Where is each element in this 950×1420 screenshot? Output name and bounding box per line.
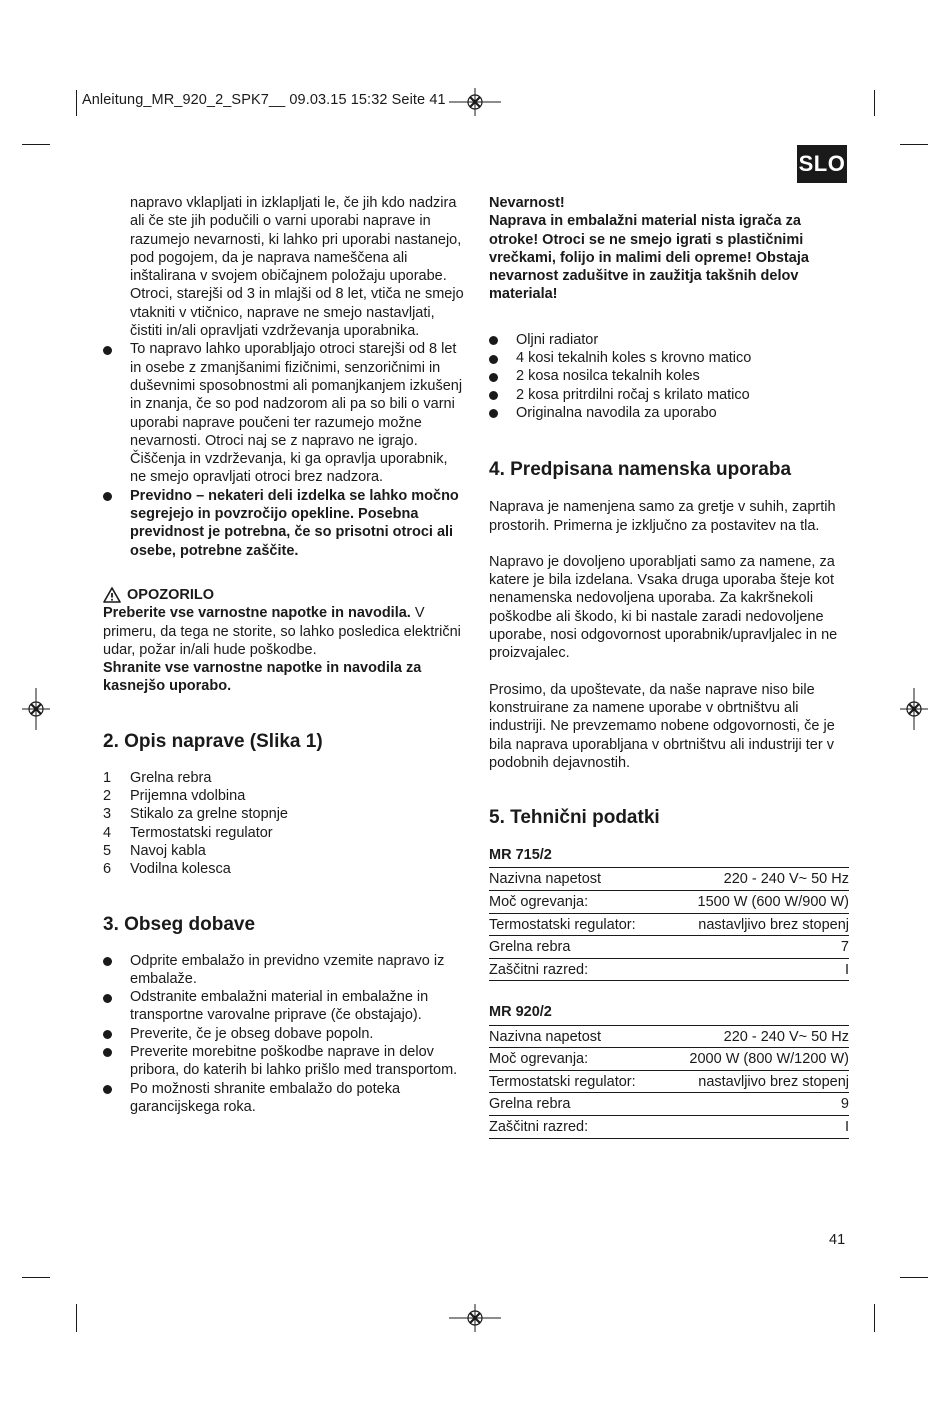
list-item: 2 kosa nosilca tekalnih koles [489, 367, 849, 385]
table-row [489, 936, 849, 959]
spec-label: Zaščitni razred: [489, 958, 666, 981]
registration-mark-icon [22, 688, 50, 730]
list-item: Originalna navodila za uporabo [489, 404, 849, 422]
item-number: 3 [103, 806, 112, 823]
spec-table [489, 867, 849, 981]
spec-label: Moč ogrevanja: [489, 891, 666, 914]
spec-value: 220 - 240 V~ 50 Hz [661, 1025, 849, 1048]
list-item [103, 787, 465, 805]
crop-mark [22, 144, 50, 145]
list-item: Oljni radiator [489, 331, 849, 349]
item-label: Grelna rebra [130, 769, 212, 786]
crop-mark [900, 144, 928, 145]
crop-mark [76, 90, 77, 116]
spec-value: 1500 W (600 W/900 W) [666, 891, 849, 914]
spec-label: Moč ogrevanja: [489, 1048, 661, 1071]
table-row [489, 891, 849, 914]
spec-value: 9 [661, 1093, 849, 1116]
list-item [103, 842, 465, 860]
right-column [489, 194, 849, 1139]
item-number: 2 [103, 788, 112, 805]
registration-mark-icon [900, 688, 928, 730]
item-number: 5 [103, 842, 112, 859]
spec-table [489, 1025, 849, 1139]
model-name: MR 715/2 [489, 847, 552, 864]
table-row [489, 913, 849, 936]
section-heading: 3. Obseg dobave [103, 913, 256, 935]
item-number: 6 [103, 861, 112, 878]
warning-bold-1: Preberite vse varnostne napotke in navodila. [103, 605, 411, 622]
list-item: 4 kosi tekalnih koles s krovno matico [489, 349, 849, 367]
list-item [103, 769, 465, 787]
item-number: 1 [103, 769, 112, 786]
list-item: To napravo lahko uporabljajo otroci starejši od 8 let in osebe z zmanjšanimi fizičnimi, senzoričnimi in duševnimi sposobnostmi ali pomanjkanjem izkušenj in znanja, če so pod nadzorom ali pa so bili o varni uporabi naprave poučeni ter razumejo možne nevarnosti. Otroci naj se z napravo ne igrajo. Čiščenja in vzdrževanja, ki ga opravlja uporabnik, ne smejo opravljati otroci brez nadzora. [103, 340, 465, 486]
table-row [489, 1070, 849, 1093]
supply-steps [103, 952, 465, 1117]
crop-mark [76, 1304, 77, 1332]
section-heading: 2. Opis naprave (Slika 1) [103, 730, 323, 752]
spec-value: 7 [666, 936, 849, 959]
spec-label: Zaščitni razred: [489, 1116, 661, 1139]
table-row [489, 1048, 849, 1071]
spec-label: Termostatski regulator: [489, 1070, 661, 1093]
list-item [103, 824, 465, 842]
table-row [489, 868, 849, 891]
warning-bold-2: Shranite vse varnostne napotke in navodila za kasnejšo uporabo. [103, 660, 422, 695]
spec-value: nastavljivo brez stopenj [666, 913, 849, 936]
warning-title: OPOZORILO [127, 586, 214, 603]
table-row [489, 958, 849, 981]
crop-mark [22, 1277, 50, 1278]
warning-text [103, 604, 465, 659]
language-badge: SLO [797, 145, 847, 183]
danger-title: Nevarnost! [489, 195, 565, 211]
supply-list [489, 331, 849, 422]
spec-label: Grelna rebra [489, 936, 666, 959]
paragraph: Prosimo, da upoštevate, da naše naprave niso bile konstruirane za namene uporabe v obrtništvu ali industriji. Ne prevzemamo nobene odgovornosti, če je bila naprava uporabljana v obrtništvu ali industriji ter v podobnih dejavnostih. [489, 681, 835, 771]
spec-label: Nazivna napetost [489, 868, 666, 891]
table-row [489, 1025, 849, 1048]
list-item: Preverite morebitne poškodbe naprave in delov pribora, do katerih bi lahko prišlo med transportom. [103, 1043, 465, 1080]
warning-heading [103, 586, 465, 604]
item-label: Stikalo za grelne stopnje [130, 806, 288, 823]
item-label: Vodilna kolesca [130, 861, 231, 878]
print-header: Anleitung_MR_920_2_SPK7__ 09.03.15 15:32 Seite 41 [82, 92, 446, 108]
crop-mark [874, 1304, 875, 1332]
list-item [103, 860, 465, 878]
spec-label: Termostatski regulator: [489, 913, 666, 936]
spec-value: I [661, 1116, 849, 1139]
registration-mark-icon [449, 88, 501, 116]
item-label: Prijemna vdolbina [130, 788, 246, 805]
list-item: Odstranite embalažni material in embalažne in transportne varovalne priprave (če obstajajo). [103, 988, 465, 1025]
spec-label: Nazivna napetost [489, 1025, 661, 1048]
spec-value: 2000 W (800 W/1200 W) [661, 1048, 849, 1071]
list-item: Previdno – nekateri deli izdelka se lahko močno segrejejo in povzročijo opekline. Posebna previdnost je potrebna, če so prisotni otroci ali osebe, potrebne zaščite. [103, 487, 465, 560]
section-heading: 5. Tehnični podatki [489, 807, 660, 829]
spec-value: nastavljivo brez stopenj [661, 1070, 849, 1093]
item-label: Navoj kabla [130, 842, 206, 859]
crop-mark [900, 1277, 928, 1278]
registration-mark-icon [449, 1304, 501, 1332]
paragraph: Napravo je dovoljeno uporabljati samo za namene, za katere je bila izdelana. Vsaka druga uporaba šteje kot nenamenska nedovoljena uporaba. Za kakršnekoli poškodbe ali škodo, ki bi nastale zaradi nedovoljene uporabe, nosi odgovornost uporabnik/upravljalec in ne proizvajalec. [489, 553, 838, 662]
item-label: Termostatski regulator [130, 824, 273, 841]
section-heading: 4. Predpisana namenska uporaba [489, 459, 792, 481]
list-item: Po možnosti shranite embalažo do poteka garancijskega roka. [103, 1080, 465, 1117]
spec-value: I [666, 958, 849, 981]
danger-text: Naprava in embalažni material nista igrača za otroke! Otroci se ne smejo igrati s plastičnimi vrečkami, folijo in malimi deli opreme! Obstaja nevarnost zadušitve in zaužitja takšnih delov materiala! [489, 213, 809, 303]
list-item: 2 kosa pritrdilni ročaj s krilato matico [489, 386, 849, 404]
table-row [489, 1116, 849, 1139]
warning-triangle-icon [103, 587, 121, 603]
model-name: MR 920/2 [489, 1004, 552, 1021]
paragraph: Naprava je namenjena samo za gretje v suhih, zaprtih prostorih. Primerna je izključno za postavitev na tla. [489, 499, 836, 534]
warning-body: V primeru, da tega ne storite, so lahko posledica električni udar, požar in/ali hude poškodbe. [103, 605, 461, 658]
item-number: 4 [103, 824, 112, 841]
continued-paragraph: napravo vklapljati in izklapljati le, če jih kdo nadzira ali če ste jih podučili o varni uporabi naprave in razumejo nevarnosti, ki lahko pri uporabi nastanejo, pod pogojem, da je naprava nameščena ali inštalirana v svojem običajnem položaju uporabe. Otroci, starejši od 3 in mlajši od 8 let, vtiča ne smejo vtakniti v vtičnico, naprave ne smejo nastavljati, čistiti in/ali opravljati vzdrževanja uporabnika. [130, 195, 464, 340]
list-item [103, 805, 465, 823]
table-row [489, 1093, 849, 1116]
safety-bullets [103, 340, 465, 560]
list-item: Preverite, če je obseg dobave popoln. [103, 1025, 465, 1043]
parts-list [103, 769, 465, 879]
spec-label: Grelna rebra [489, 1093, 661, 1116]
spec-value: 220 - 240 V~ 50 Hz [666, 868, 849, 891]
page-number: 41 [829, 1232, 846, 1248]
list-item: Odprite embalažo in previdno vzemite napravo iz embalaže. [103, 952, 465, 989]
left-column [103, 194, 465, 1116]
crop-mark [874, 90, 875, 116]
